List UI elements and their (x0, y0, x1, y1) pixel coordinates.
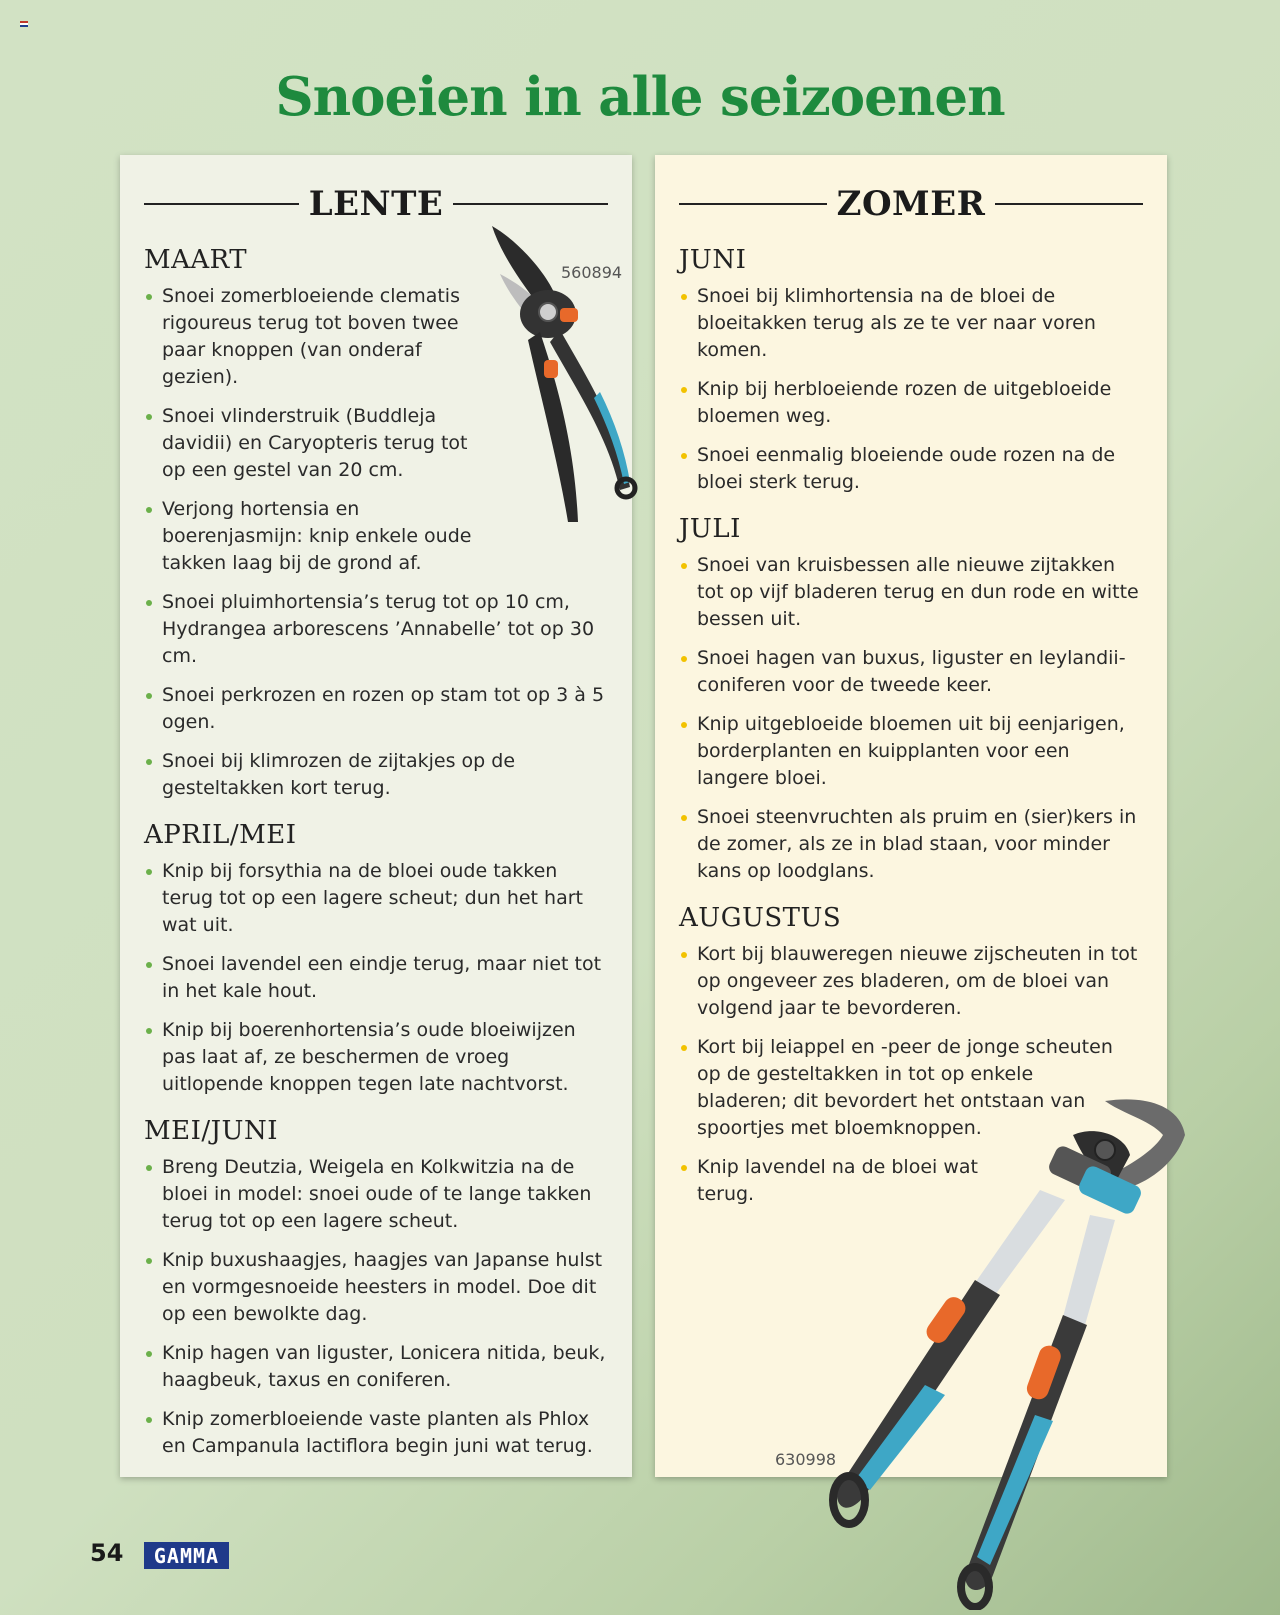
list-item: Kort bij blauweregen nieuwe zijscheuten in tot op ongeveer zes bladeren, om de bloei van volgend jaar te bevorderen. (679, 941, 1143, 1022)
list-item: Snoei lavendel een eindje terug, maar niet tot in het kale hout. (144, 951, 608, 1005)
list-item: Knip buxushaagjes, haagjes van Japanse hulst en vormgesnoeide heesters in model. Doe dit op een bewolkte dag. (144, 1247, 608, 1328)
month-mei-juni: MEI/JUNI (144, 1116, 278, 1146)
header-rule (679, 203, 827, 205)
mei-juni-list (144, 1154, 608, 1460)
page-number: 54 (90, 1539, 124, 1567)
juni-list (679, 283, 1143, 496)
month-juli: JULI (679, 514, 741, 544)
list-item: Snoei steenvruchten als pruim en (sier)kers in de zomer, als ze in blad staan, voor minder kans op loodglans. (679, 804, 1143, 885)
header-rule (995, 203, 1143, 205)
list-item: Snoei eenmalig bloeiende oude rozen na de bloei sterk terug. (679, 442, 1143, 496)
list-item: Snoei van kruisbessen alle nieuwe zijtakken tot op vijf bladeren terug en dun rode en witte bessen uit. (679, 552, 1143, 633)
zomer-header (679, 181, 1143, 227)
list-item: Knip uitgebloeide bloemen uit bij eenjarigen, borderplanten en kuipplanten voor een langere bloei. (679, 711, 1143, 792)
header-rule (144, 203, 299, 205)
list-item: Knip bij herbloeiende rozen de uitgebloeide bloemen weg. (679, 376, 1143, 430)
juli-list (679, 552, 1143, 885)
list-item: Knip bij boerenhortensia’s oude bloeiwijzen pas laat af, ze beschermen de vroeg uitlopende knoppen tegen late nachtvorst. (144, 1017, 608, 1098)
lente-header (144, 181, 608, 227)
month-maart: MAART (144, 245, 248, 275)
product-sku-lopper: 630998 (775, 1450, 837, 1469)
list-item: Snoei hagen van buxus, liguster en leylandii-coniferen voor de tweede keer. (679, 645, 1143, 699)
list-item: Knip zomerbloeiende vaste planten als Phlox en Campanula lactiflora begin juni wat terug. (144, 1406, 608, 1460)
list-item: Snoei bij klimrozen de zijtakjes op de gesteltakken kort terug. (144, 748, 608, 802)
list-item: Snoei perkrozen en rozen op stam tot op 3 à 5 ogen. (144, 682, 608, 736)
gamma-logo: GAMMA (144, 1542, 229, 1569)
april-mei-list (144, 858, 608, 1098)
list-item: Kort bij leiappel en -peer de jonge scheuten op de gesteltakken in tot op enkele bladeren; dit bevordert het ontstaan van spoortjes met bloemknoppen. (679, 1034, 1117, 1142)
list-item: Knip lavendel na de bloei wat terug. (679, 1154, 997, 1208)
season-title-zomer: ZOMER (836, 184, 986, 224)
list-item: Knip hagen van liguster, Lonicera nitida, beuk, haagbeuk, taxus en coniferen. (144, 1340, 608, 1394)
page-title: Snoeien in alle seizoenen (275, 66, 1005, 128)
lopper-icon (825, 1095, 1205, 1610)
product-sku-pruner: 560894 (561, 263, 623, 282)
list-item: Knip bij forsythia na de bloei oude takken terug tot op een lagere scheut; dun het hart wat uit. (144, 858, 608, 939)
list-item: Snoei pluimhortensia’s terug tot op 10 cm, Hydrangea arborescens ’Annabelle’ tot op 30 cm. (144, 589, 608, 670)
month-april-mei: APRIL/MEI (144, 820, 297, 850)
list-item: Breng Deutzia, Weigela en Kolkwitzia na de bloei in model: snoei oude of te lange takken terug tot op een lagere scheut. (144, 1154, 608, 1235)
season-title-lente: LENTE (308, 184, 444, 224)
list-item: Snoei zomerbloeiende clematis rigoureus terug tot boven twee paar knoppen (van onderaf gezien). (144, 283, 492, 391)
month-juni: JUNI (679, 245, 747, 275)
flag-icon (20, 21, 28, 27)
pruning-shears-icon (480, 222, 655, 542)
month-augustus: AUGUSTUS (679, 903, 842, 933)
list-item: Verjong hortensia en boerenjasmijn: knip enkele oude takken laag bij de grond af. (144, 496, 492, 577)
list-item: Snoei bij klimhortensia na de bloei de bloeitakken terug als ze te ver naar voren komen. (679, 283, 1143, 364)
header-rule (453, 203, 608, 205)
list-item: Snoei vlinderstruik (Buddleja davidii) en Caryopteris terug tot op een gestel van 20 cm. (144, 403, 492, 484)
